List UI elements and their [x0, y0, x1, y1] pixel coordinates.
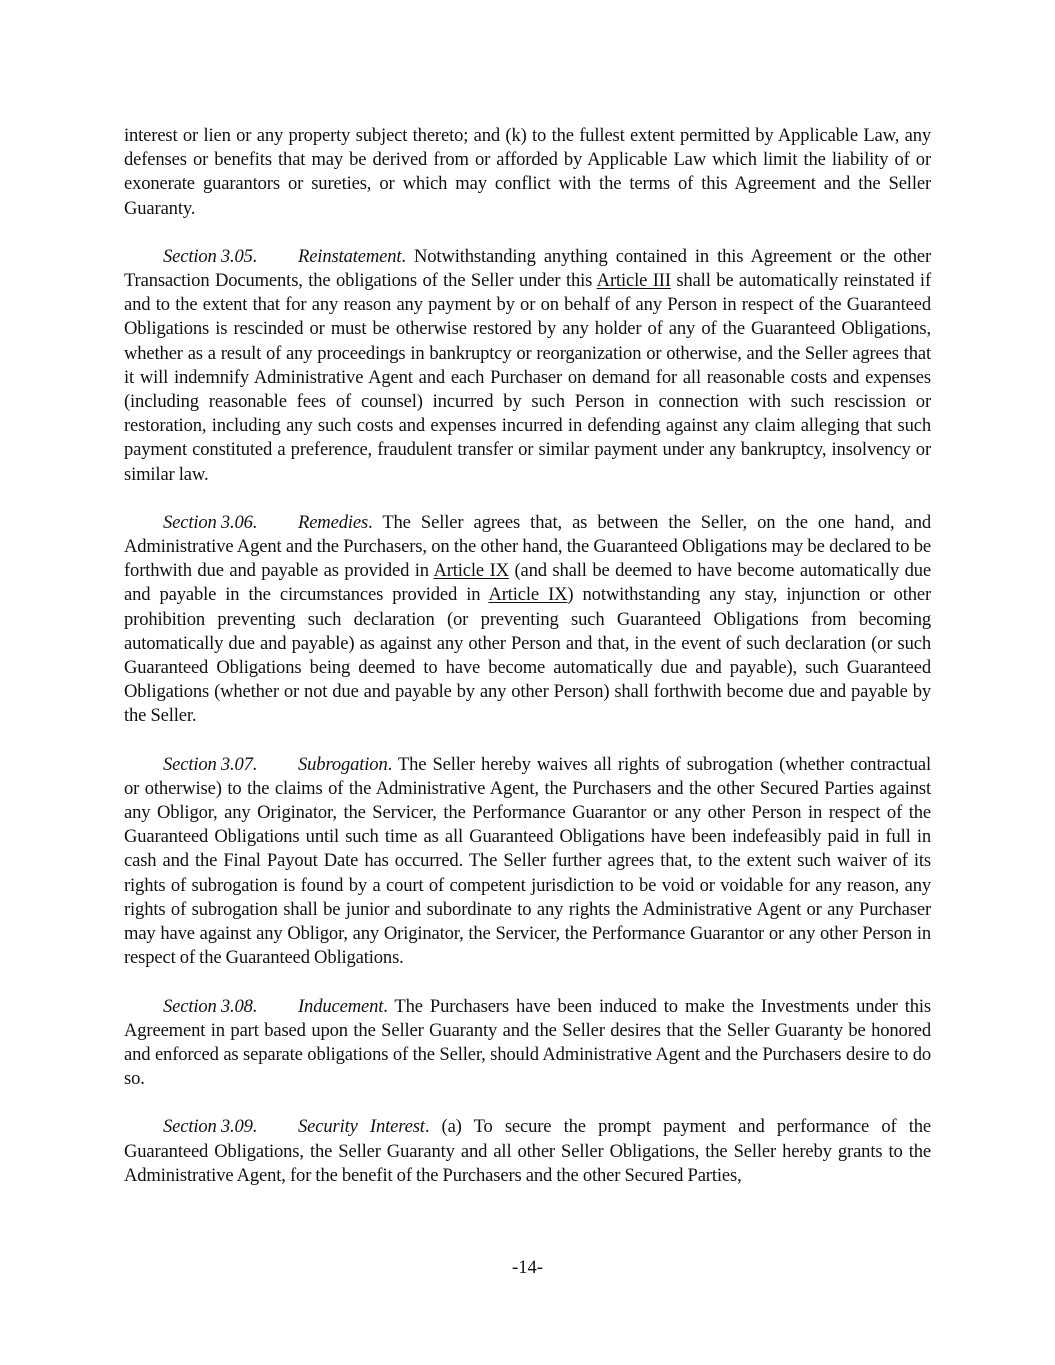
continuation-paragraph: interest or lien or any property subject thereto; and (k) to the fullest extent permitted by Applicable Law, any defenses or benefits that may be derived from or afforded by Applicable Law which limit the liability of or exonerate guarantors or sureties, or which may conflict with the terms of this Agreement and the Seller Guaranty.: [124, 125, 931, 219]
section-text: (and shall be deemed to have become automatically due and payable in the circumstances provided in: [124, 560, 931, 606]
section-title: Remedies: [298, 511, 369, 533]
section-number: Section 3.07.: [163, 753, 258, 775]
section-text: . The Seller hereby waives all rights of subrogation (whether contractual or otherwise) to the claims of the Administrative Agent, the Purchasers and the other Secured Parties against any Obligor, any Originator, the Servicer, the Performance Guarantor or any other Person in respect of the Guaranteed Obligations until such time as all Guaranteed Obligations have been indefeasibly paid in full in cash and the Final Payout Date has occurred. The Seller further agrees that, to the extent such waiver of its rights of subrogation is found by a court of competent jurisdiction to be void or voidable for any reason, any rights of subrogation shall be junior and subordinate to any rights the Administrative Agent or any Purchaser may have against any Obligor, any Originator, the Servicer, the Performance Guarantor or any other Person in respect of the Guaranteed Obligations.: [124, 753, 931, 969]
section-title: Subrogation: [298, 753, 388, 775]
section-number: Section 3.06.: [163, 511, 258, 533]
section-number: Section 3.09.: [163, 1116, 258, 1138]
section-title: Security Interest: [298, 1116, 425, 1138]
section-text: . The Purchasers have been induced to make the Investments under this Agreement in part based upon the Seller Guaranty and the Seller desires that the Seller Guaranty be honored and enforced as separate obligations of the Seller, should Administrative Agent and the Purchasers desire to do so.: [124, 995, 931, 1090]
section-text: ) notwithstanding any stay, injunction or other prohibition preventing such declaration (or preventing such Guaranteed Obligations from becoming automatically due and payable) as against any other Person and that, in the event of such declaration (or such Guaranteed Obligations being deemed to have become automatically due and payable), such Guaranteed Obligations (whether or not due and payable by any other Person) shall forthwith become due and payable by the Seller.: [124, 584, 932, 727]
section-number: Section 3.05.: [163, 245, 258, 267]
section-3-08-paragraph: [124, 995, 931, 1092]
section-3-06-paragraph: [124, 511, 931, 729]
section-number: Section 3.08.: [163, 995, 258, 1017]
page-number: -14-: [512, 1257, 543, 1278]
section-text: . Notwithstanding anything contained in this Agreement or the other Transaction Documents, the obligations of the Seller under this: [124, 245, 931, 292]
article-reference-link[interactable]: Article IX: [488, 584, 568, 606]
section-3-07-paragraph: [124, 753, 931, 971]
section-3-05-paragraph: [124, 245, 931, 487]
section-title: Inducement: [298, 995, 384, 1017]
section-3-09-paragraph: [124, 1115, 931, 1188]
article-reference-link[interactable]: Article IX: [433, 560, 509, 582]
section-text: shall be automatically reinstated if and to the extent that for any reason any payment by or on behalf of any Person in respect of the Guaranteed Obligations is rescinded or must be otherwise restored by any holder of any of the Guaranteed Obligations, whether as a result of any proceedings in bankruptcy or reorganization or otherwise, and the Seller agrees that it will indemnify Administrative Agent and each Purchaser on demand for all reasonable costs and expenses (including reasonable fees of counsel) incurred by such Person in connection with such rescission or restoration, including any such costs and expenses incurred in defending against any claim alleging that such payment constituted a preference, fraudulent transfer or similar payment under any bankruptcy, insolvency or similar law.: [124, 270, 931, 485]
section-title: Reinstatement: [298, 245, 402, 267]
document-page: [124, 124, 931, 1212]
article-reference-link[interactable]: Article III: [596, 270, 671, 292]
section-text: . The Seller agrees that, as between the Seller, on the one hand, and Administrative Agent and the Purchasers, on the other hand, the Guaranteed Obligations may be declared to be forthwith due and payable as provided in: [124, 511, 931, 582]
section-text: . (a) To secure the prompt payment and performance of the Guaranteed Obligations, the Seller Guaranty and all other Seller Obligations, the Seller hereby grants to the Administrative Agent, for the benefit of the Purchasers and the other Secured Parties,: [124, 1116, 931, 1186]
